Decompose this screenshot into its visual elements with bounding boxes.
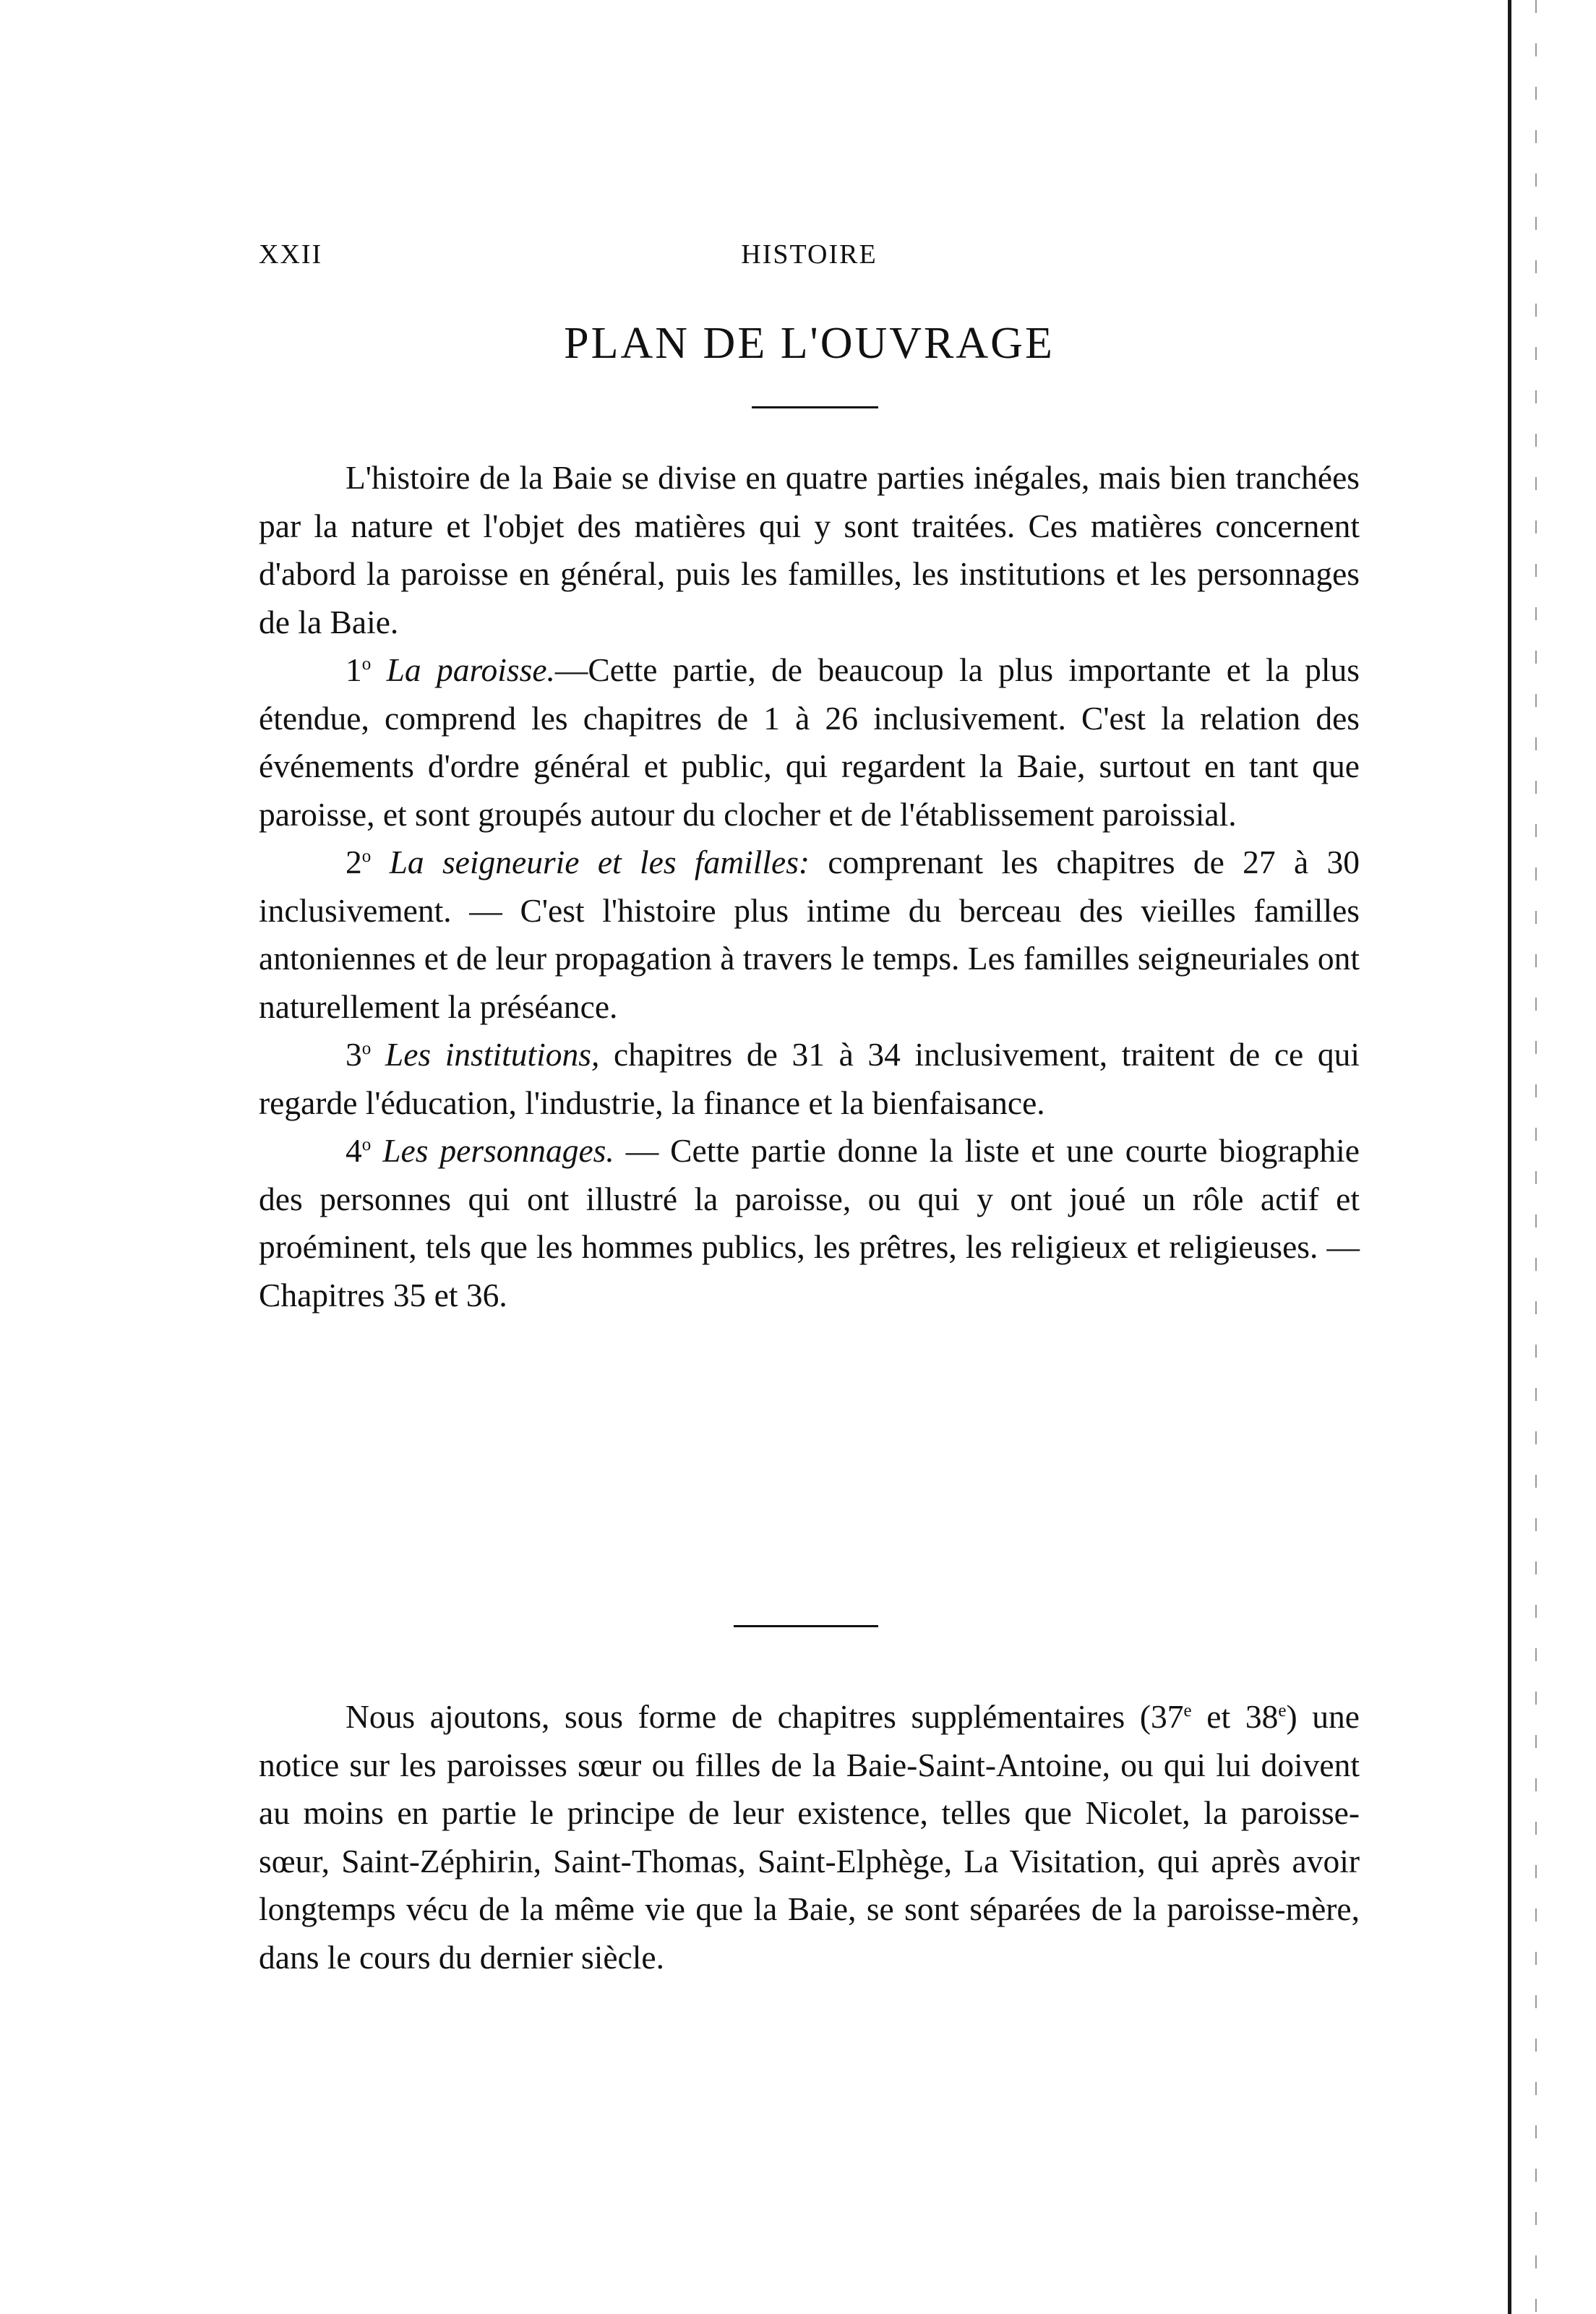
part-text: — Cette partie donne la liste et une courte biographie des personnes qui ont illustré la paroisse, ou qui y ont joué un rôle actif et proéminent, tels que les hommes publics, les prêtres, les religieux et religieuses. — Chapitres 35 et 36. bbox=[259, 1132, 1360, 1314]
running-head: HISTOIRE bbox=[741, 239, 878, 270]
part-number: 4 bbox=[346, 1132, 362, 1169]
part-paragraph-3 bbox=[259, 1031, 1360, 1127]
part-number: 3 bbox=[346, 1036, 362, 1073]
title-rule bbox=[752, 406, 878, 408]
part-paragraph-4 bbox=[259, 1127, 1360, 1319]
plan-text bbox=[259, 454, 1360, 1319]
page-edge-shadow bbox=[1535, 0, 1537, 2314]
part-ordinal: o bbox=[361, 654, 372, 674]
part-paragraph-2 bbox=[259, 839, 1360, 1031]
section-rule bbox=[734, 1625, 878, 1627]
part-text: comprenant les chapitres de 27 à 30 inclusivement. — C'est l'histoire plus intime du berceau des vieilles familles antoniennes et de leur propagation à travers le temps. Les familles seigneuriales ont naturellement la préséance. bbox=[259, 844, 1360, 1025]
chapter-ref: 37 bbox=[1151, 1698, 1184, 1735]
part-ordinal: o bbox=[361, 1038, 372, 1058]
intro-paragraph: L'histoire de la Baie se divise en quatre parties inégales, mais bien tranchées par la nature et l'objet des matières qui y sont traitées. Ces matières concernent d'abord la paroisse en général, puis les familles, les institutions et les personnages de la Baie. bbox=[259, 459, 1360, 640]
part-heading: Les institutions, bbox=[385, 1036, 600, 1073]
page-binding-edge bbox=[1508, 0, 1511, 2314]
part-ordinal: o bbox=[361, 1134, 372, 1154]
part-text: chapitres de 31 à 34 inclusivement, traitent de ce qui regarde l'éducation, l'industrie, la finance et la bienfaisance. bbox=[259, 1036, 1360, 1121]
closing-paragraph: Nous ajoutons, sous forme de chapitres supplémentaires (37e et 38e) une notice sur les paroisses sœur ou filles de la Baie-Saint-Antoine, ou qui lui doivent au moins en partie le principe de leur existence, telles que Nicolet, la paroisse-sœur, Saint-Zéphirin, Saint-Thomas, Saint-Elphège, La Visitation, qui après avoir longtemps vécu de la même vie que la Baie, se sont séparées de la paroisse-mère, dans le cours du dernier siècle. bbox=[259, 1698, 1360, 1976]
part-heading: Les personnages. bbox=[382, 1132, 614, 1169]
page-number: XXII bbox=[259, 239, 323, 270]
supplement-text bbox=[259, 1693, 1360, 1981]
part-number: 1 bbox=[346, 651, 362, 688]
chapter-ref: 38 bbox=[1245, 1698, 1279, 1735]
part-number: 2 bbox=[346, 844, 362, 880]
part-text: —Cette partie, de beaucoup la plus importante et la plus étendue, comprend les chapitres de 1 à 26 inclusivement. C'est la relation des événements d'ordre général et public, qui regardent la Baie, surtout en tant que paroisse, et sont groupés autour du clocher et de l'établissement paroissial. bbox=[259, 651, 1360, 833]
page-header bbox=[259, 239, 1360, 275]
part-paragraph-1 bbox=[259, 646, 1360, 839]
part-heading: La seigneurie et les familles: bbox=[389, 844, 810, 880]
part-heading: La paroisse. bbox=[386, 651, 555, 688]
part-ordinal: o bbox=[361, 846, 372, 866]
chapter-title: PLAN DE L'OUVRAGE bbox=[564, 319, 1055, 368]
